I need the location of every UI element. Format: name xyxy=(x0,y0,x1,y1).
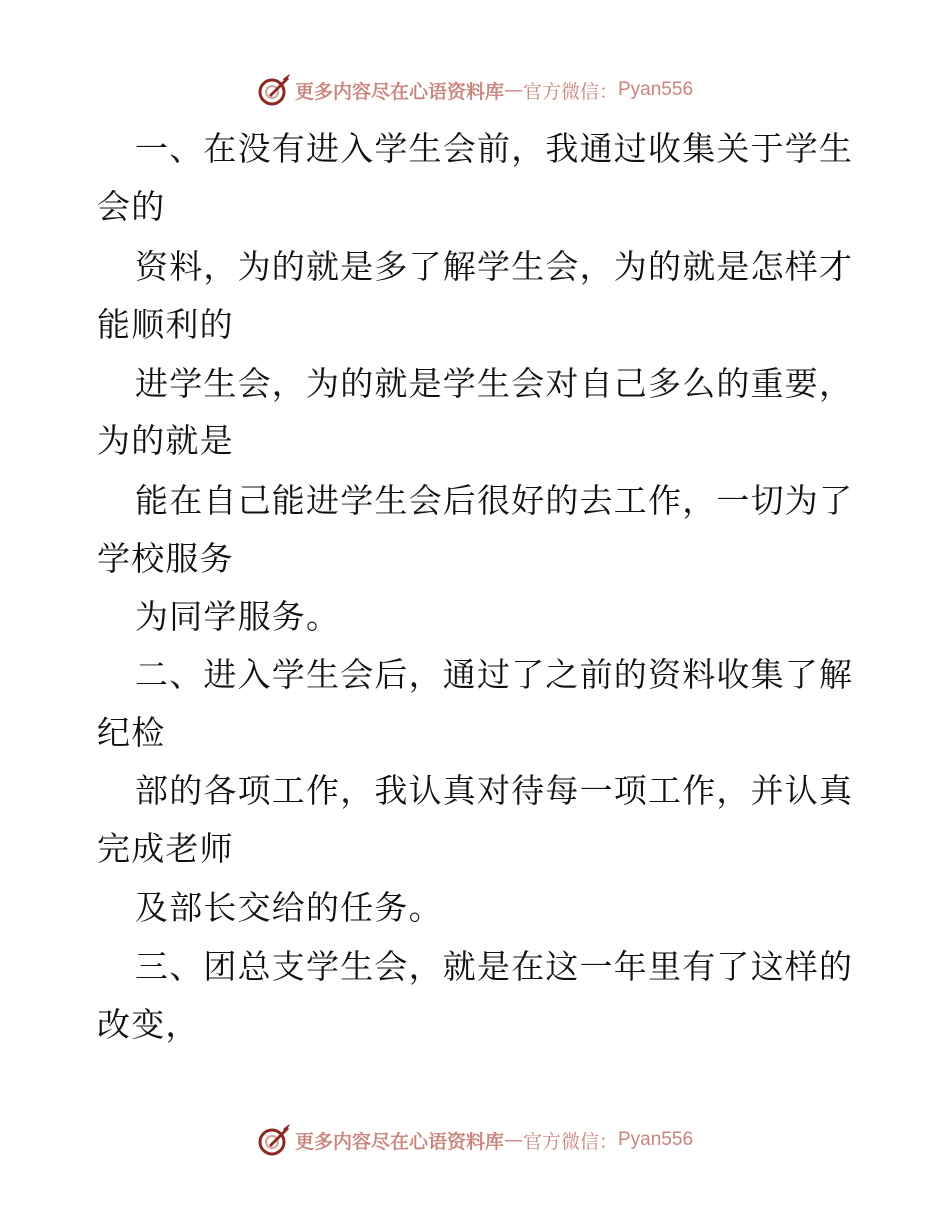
text-line: 能在自己能进学生会后很好的去工作，一切为了 xyxy=(135,481,854,520)
header-dash: — xyxy=(503,79,523,101)
text-line: 完成老师 xyxy=(97,829,234,868)
text-line: 改变， xyxy=(97,1005,200,1044)
footer-brand: 更多内容尽在心语资料库 xyxy=(294,1130,504,1153)
text-line: 学校服务 xyxy=(97,539,234,578)
header-wechat-label: 官方微信： xyxy=(522,80,618,103)
header-banner xyxy=(0,70,950,110)
header-brand: 更多内容尽在心语资料库 xyxy=(294,80,504,103)
footer-wechat-id: Pyan556 xyxy=(618,1129,694,1150)
header-wechat-id: Pyan556 xyxy=(618,79,694,100)
text-line: 会的 xyxy=(97,187,166,226)
footer-dash: — xyxy=(503,1129,523,1151)
quill-logo-icon xyxy=(257,1123,291,1157)
text-line: 资料，为的就是多了解学生会，为的就是怎样才 xyxy=(135,247,854,286)
text-line: 进学生会，为的就是学生会对自己多么的重要， xyxy=(135,364,854,403)
text-line: 为的就是 xyxy=(97,421,234,460)
text-line: 为同学服务。 xyxy=(135,597,341,636)
footer-wechat-label: 官方微信： xyxy=(522,1130,618,1153)
text-line: 部的各项工作，我认真对待每一项工作，并认真 xyxy=(135,771,854,810)
text-line: 二、进入学生会后，通过了之前的资料收集了解 xyxy=(135,655,854,694)
text-line: 及部长交给的任务。 xyxy=(135,888,443,927)
text-line: 三、团总支学生会，就是在这一年里有了这样的 xyxy=(135,947,854,986)
quill-logo-icon xyxy=(257,73,291,107)
text-line: 纪检 xyxy=(97,713,166,752)
text-line: 一、在没有进入学生会前，我通过收集关于学生 xyxy=(135,129,854,168)
footer-banner xyxy=(0,1120,950,1160)
text-line: 能顺利的 xyxy=(97,305,234,344)
